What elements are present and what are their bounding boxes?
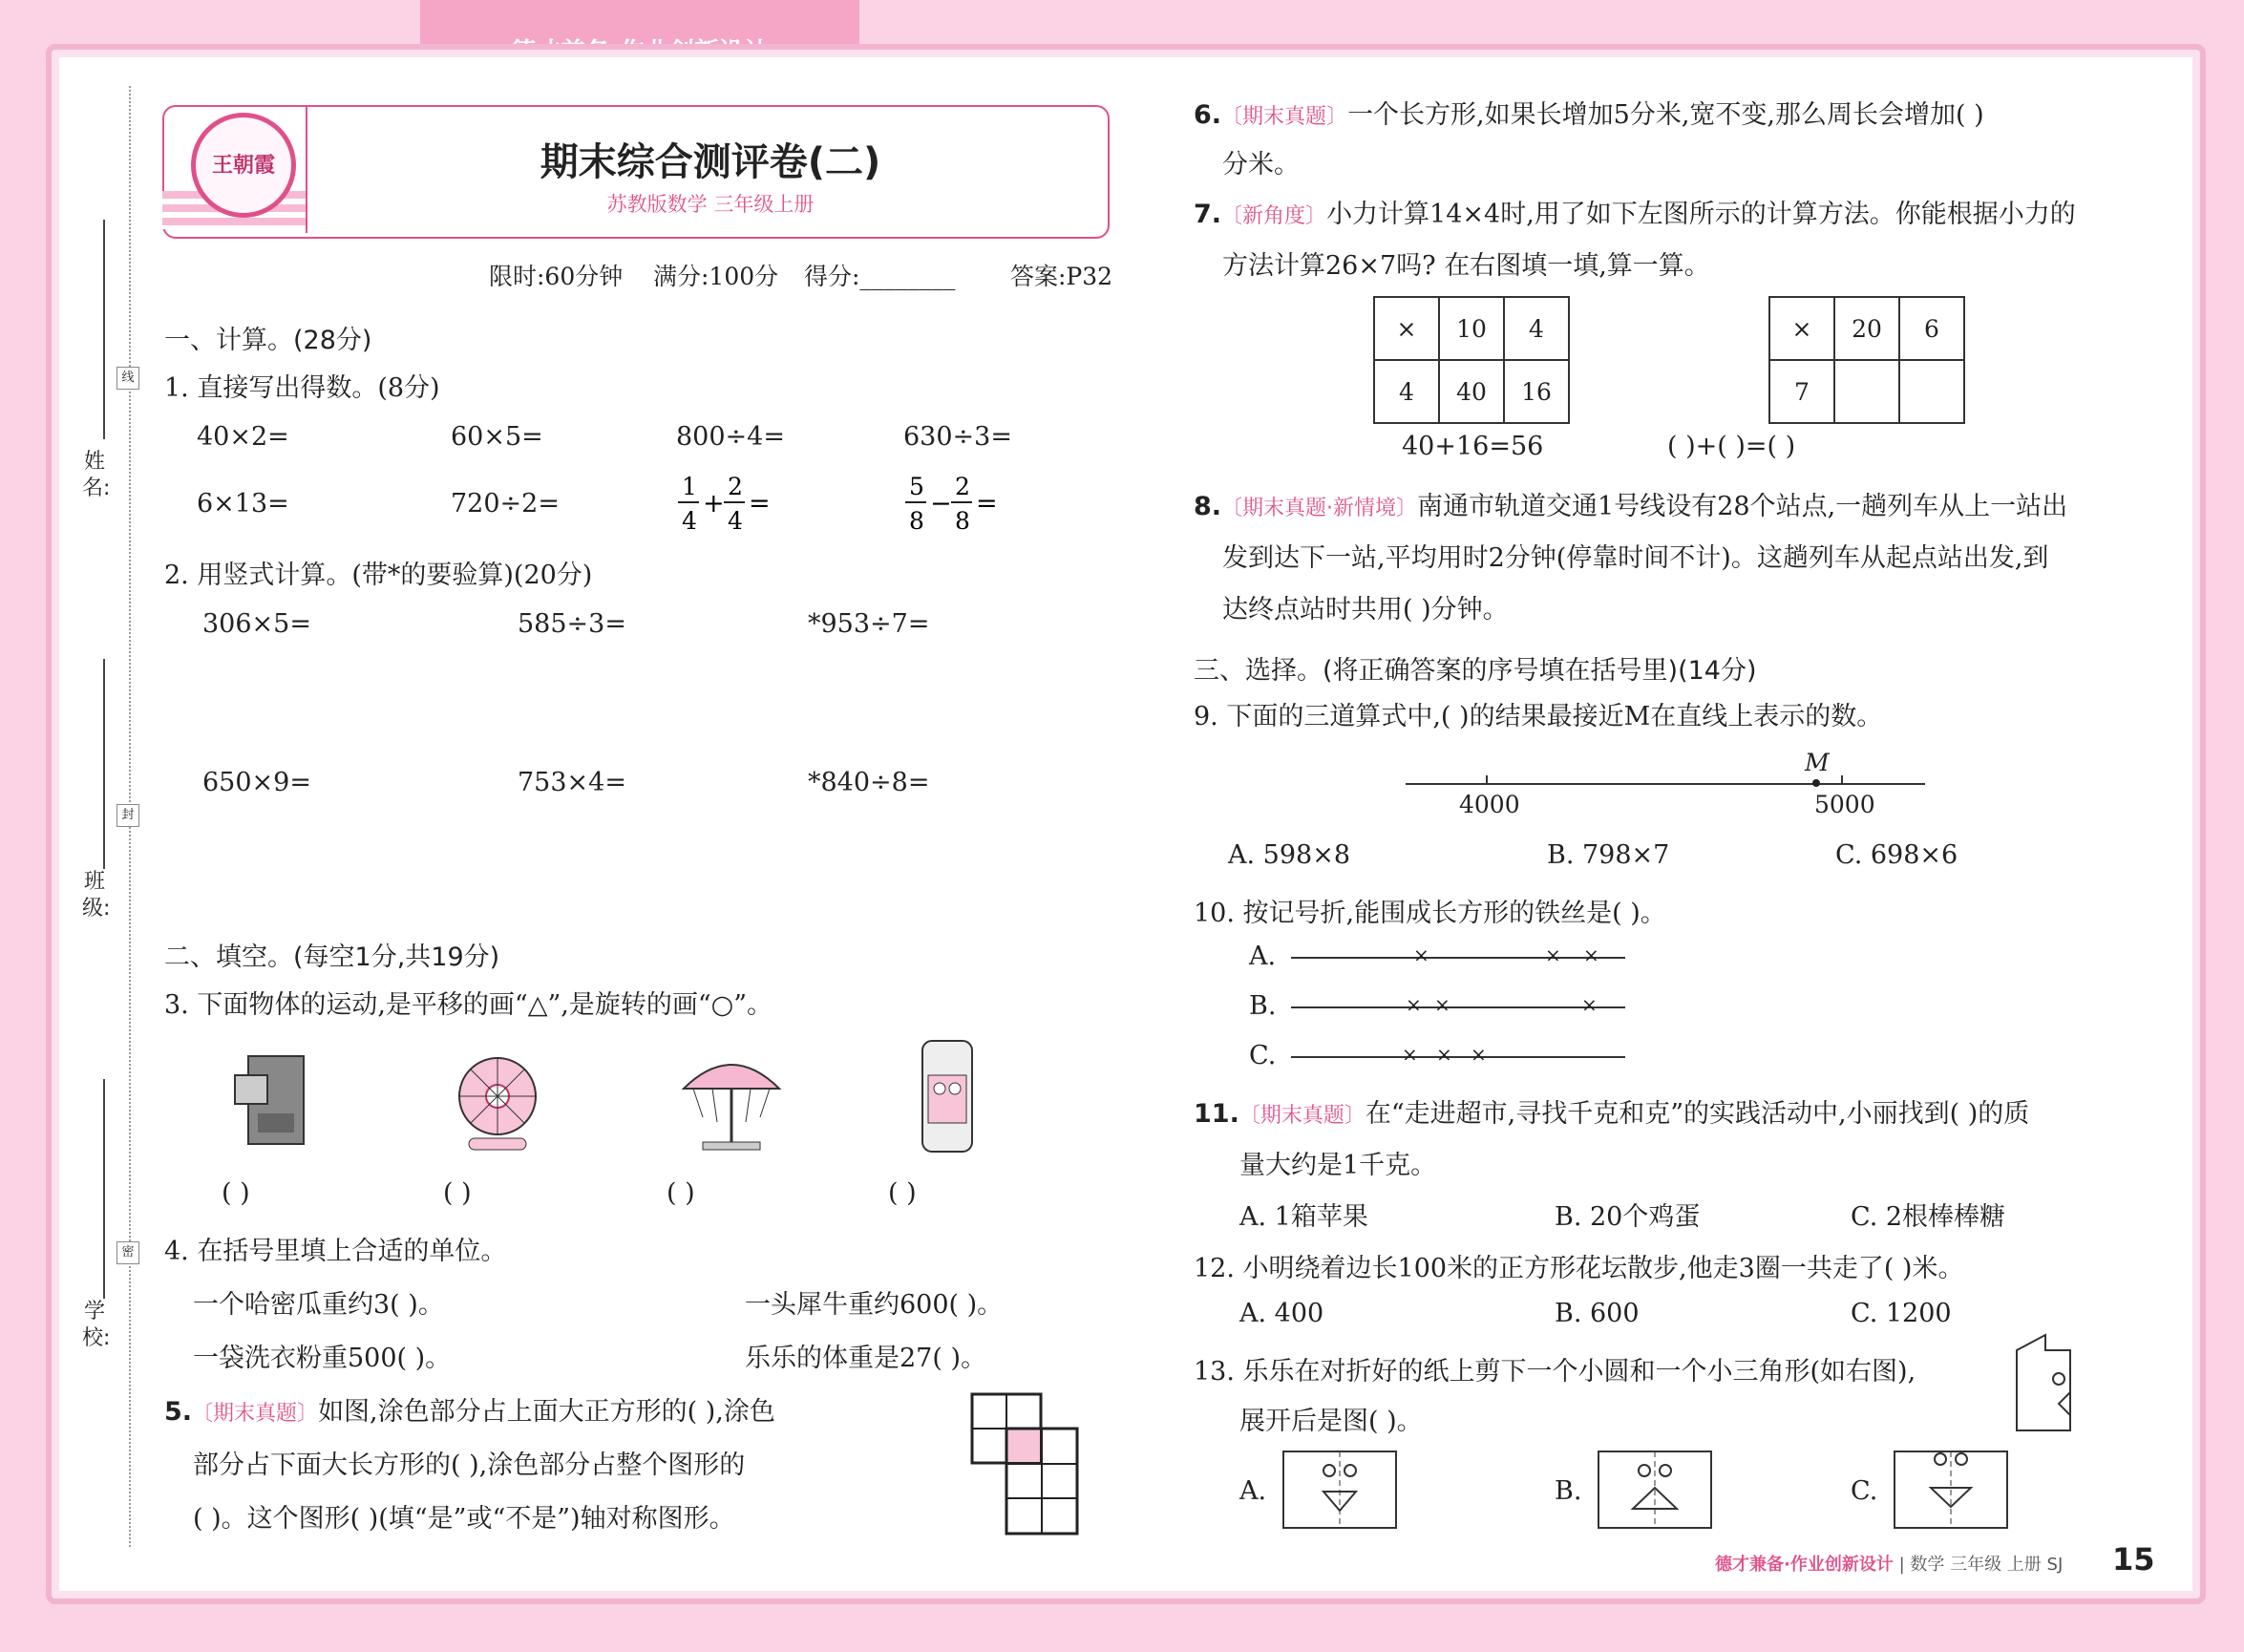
q11-option-b[interactable]: B. 20个鸡蛋: [1555, 1202, 1701, 1232]
q8-tag: 〔期末真题·新情境〕: [1221, 497, 1418, 520]
q4-item: 乐乐的体重是27( )。: [745, 1344, 987, 1373]
section-3-heading: 三、选择。(将正确答案的序号填在括号里)(14分): [1194, 656, 1757, 686]
side-name-label: 姓 名:: [82, 450, 111, 500]
time-limit: 限时:60分钟: [489, 263, 624, 290]
q7-number: 7.: [1194, 200, 1222, 229]
atm-machine-image: [225, 1047, 321, 1152]
footer: [1715, 1551, 2063, 1576]
q13-figure-a: [1281, 1450, 1398, 1532]
elevator-image: [915, 1037, 982, 1155]
section-1-heading: 一、计算。(28分): [164, 326, 372, 355]
side-school-label: 学 校:: [82, 1300, 111, 1350]
q11-text-1: 在“走进超市,寻找千克和克”的实践活动中,小丽找到( )的质: [1365, 1099, 2030, 1129]
q2-item: 650×9=: [202, 768, 311, 797]
q1-item: 630÷3=: [903, 422, 1012, 452]
q2-item: 306×5=: [202, 609, 311, 639]
q11-option-a[interactable]: A. 1箱苹果: [1239, 1202, 1368, 1232]
q6-line-2: 分米。: [1222, 150, 1300, 180]
q9-label-4000: 4000: [1459, 791, 1520, 818]
q11-option-c[interactable]: C. 2根棒棒糖: [1851, 1202, 2006, 1232]
q8-line-3: 达终点站时共用( )分钟。: [1222, 595, 1509, 625]
school-line: [103, 1079, 105, 1299]
q12-option-c[interactable]: C. 1200: [1851, 1299, 1952, 1328]
q9-label-5000: 5000: [1814, 791, 1875, 818]
wire-b-mark: ×: [1581, 993, 1598, 1016]
q9-option-a[interactable]: A. 598×8: [1228, 840, 1350, 870]
q7-line-1: [1194, 193, 2076, 230]
seal-mark-seal: 封: [116, 804, 139, 827]
q8-text-1: 南通市轨道交通1号线设有28个站点,一趟列车从上一站出: [1417, 492, 2068, 521]
q7-line-2: 方法计算26×7吗? 在右图填一填,算一算。: [1222, 251, 1710, 281]
q1-item: 6×13=: [197, 489, 289, 519]
q5-grid-figure: [970, 1392, 1081, 1539]
fraction-sum-1: [674, 468, 779, 537]
section-2-heading: 二、填空。(每空1分,共19分): [164, 942, 500, 972]
q1-item: 720÷2=: [451, 489, 560, 519]
wire-b: [1291, 1006, 1625, 1008]
logo-text: 王朝霞: [211, 153, 275, 178]
frac2-den-d: 8: [955, 507, 970, 535]
q5-tag: 〔期末真题〕: [192, 1402, 319, 1426]
q4-item: 一个哈密瓜重约3( )。: [193, 1290, 444, 1320]
footer-info: | 数学 三年级 上册 SJ: [1898, 1555, 2064, 1575]
q6-line-1: [1194, 94, 1984, 131]
q1-item: 60×5=: [451, 422, 543, 452]
wire-c-mark: ×: [1402, 1043, 1418, 1066]
page-subtitle: 苏教版数学 三年级上册: [606, 193, 815, 216]
q9-option-c[interactable]: C. 698×6: [1835, 840, 1958, 870]
frac1-op: +: [703, 489, 725, 519]
q2-item: 585÷3=: [518, 609, 626, 639]
footer-brand: 德才兼备·作业创新设计: [1715, 1555, 1894, 1575]
q13-option-c[interactable]: C.: [1851, 1476, 1878, 1506]
q4-item: 一袋洗衣粉重500( )。: [193, 1344, 452, 1373]
q7-tag: 〔新角度〕: [1221, 204, 1327, 228]
q7-equation-right[interactable]: ( )+( )=( ): [1667, 432, 1796, 461]
q2-item: *840÷8=: [808, 768, 930, 797]
frac1-den-d: 4: [728, 507, 743, 535]
q6-text-1: 一个长方形,如果长增加5分米,宽不变,那么周长会增加( ): [1347, 100, 1984, 130]
q13-line-2: 展开后是图( )。: [1239, 1407, 1423, 1436]
q5-text-1: 如图,涂色部分占上面大正方形的( ),涂色: [318, 1397, 775, 1427]
q9-text: 9. 下面的三道算式中,( )的结果最接近M在直线上表示的数。: [1194, 702, 1883, 731]
q13-option-b[interactable]: B.: [1555, 1476, 1582, 1506]
q9-number-line: [1406, 783, 1925, 785]
q9-tick-4000: [1486, 775, 1488, 783]
q7-right-cell: 6: [1899, 297, 1964, 360]
q7-left-cell: 4: [1504, 297, 1569, 360]
q12-text: 12. 小明绕着边长100米的正方形花坛散步,他走3圈一共走了( )米。: [1194, 1254, 1964, 1283]
q1-item: 40×2=: [197, 422, 289, 452]
wire-c-mark: ×: [1471, 1043, 1487, 1066]
frac1-den-b: 4: [682, 507, 697, 535]
q7-left-cell: ×: [1374, 297, 1439, 360]
seal-mark-secret: 密: [116, 1241, 139, 1264]
q7-equation-left: 40+16=56: [1402, 432, 1544, 461]
wire-a-mark: ×: [1545, 943, 1561, 966]
score-field: 得分:________: [804, 263, 956, 290]
q5-line-1: [164, 1390, 775, 1428]
prize-wheel-image: [445, 1050, 550, 1155]
class-line: [103, 659, 105, 869]
q7-left-cell: 4: [1374, 360, 1439, 423]
q5-number: 5.: [164, 1397, 193, 1427]
q13-figure-c: [1893, 1450, 2009, 1532]
side-class-label: 班 级:: [82, 870, 111, 921]
q1-text: 1. 直接写出得数。(8分): [164, 373, 440, 403]
q13-figure-b: [1597, 1450, 1713, 1532]
q12-option-b[interactable]: B. 600: [1555, 1299, 1640, 1328]
wire-a-mark: ×: [1413, 943, 1429, 966]
wire-c: [1291, 1056, 1625, 1058]
q6-tag: 〔期末真题〕: [1221, 105, 1348, 129]
q2-text: 2. 用竖式计算。(带*的要验算)(20分): [164, 561, 593, 590]
title-separator: [306, 107, 307, 233]
q3-blank[interactable]: ( ): [667, 1178, 695, 1208]
name-line: [103, 220, 105, 439]
carousel-image: [674, 1050, 789, 1152]
q3-blank[interactable]: ( ): [888, 1178, 917, 1208]
frac2-num-a: 5: [909, 473, 924, 500]
wire-c-mark: ×: [1436, 1043, 1452, 1066]
wire-a-mark: ×: [1583, 943, 1599, 966]
q10-option-c[interactable]: C.: [1249, 1041, 1277, 1070]
q12-option-a[interactable]: A. 400: [1239, 1299, 1324, 1328]
q7-left-table: [1373, 296, 1570, 424]
q3-blank[interactable]: ( ): [443, 1178, 472, 1208]
q7-right-table: [1768, 296, 1965, 424]
frac1-num-a: 1: [682, 473, 697, 500]
q10-option-a[interactable]: A.: [1249, 942, 1277, 971]
q9-option-b[interactable]: B. 798×7: [1547, 840, 1670, 870]
q7-right-cell[interactable]: [1834, 360, 1899, 423]
q1-item: 800÷4=: [676, 422, 785, 452]
q4-item: 一头犀牛重约600( )。: [745, 1290, 1004, 1320]
q11-number: 11.: [1194, 1099, 1239, 1129]
q13-line-1: 13. 乐乐在对折好的纸上剪下一个小圆和一个小三角形(如右图),: [1194, 1357, 1916, 1387]
q9-label-m: M: [1805, 749, 1830, 776]
seal-mark-line: 线: [116, 367, 139, 390]
q4-text: 4. 在括号里填上合适的单位。: [164, 1237, 507, 1266]
q3-blank[interactable]: ( ): [222, 1178, 250, 1208]
q7-right-cell: 20: [1834, 297, 1899, 360]
q8-number: 8.: [1194, 492, 1222, 521]
q6-number: 6.: [1194, 100, 1222, 130]
q3-text: 3. 下面物体的运动,是平移的画“△”,是旋转的画“○”。: [164, 990, 773, 1020]
page-number: 15: [2112, 1541, 2155, 1578]
fraction-diff-2: [901, 468, 1006, 537]
frac2-num-c: 2: [955, 473, 970, 500]
frac1-num-c: 2: [728, 473, 743, 500]
q11-line-1: [1194, 1092, 2029, 1130]
q2-item: 753×4=: [518, 768, 626, 797]
q8-line-2: 发到达下一站,平均用时2分钟(停靠时间不计)。这趟列车从起点站出发,到: [1222, 543, 2049, 573]
answer-ref: 答案:P32: [1010, 263, 1113, 290]
q7-right-cell: 7: [1769, 360, 1834, 423]
q2-item: *953÷7=: [808, 609, 930, 639]
q11-line-2: 量大约是1千克。: [1239, 1151, 1437, 1180]
frac1-eq: =: [749, 489, 771, 519]
frac2-op: −: [930, 489, 952, 519]
full-score: 满分:100分: [653, 263, 779, 290]
q7-right-cell[interactable]: [1899, 360, 1964, 423]
q13-folded-paper: [2011, 1331, 2080, 1436]
q10-option-b[interactable]: B.: [1249, 991, 1277, 1021]
wire-b-mark: ×: [1434, 993, 1450, 1016]
q7-left-cell: 10: [1439, 297, 1504, 360]
q7-text-1: 小力计算14×4时,用了如下左图所示的计算方法。你能根据小力的: [1326, 200, 2076, 229]
frac2-eq: =: [976, 489, 998, 519]
frac2-den-b: 8: [909, 507, 924, 535]
q10-text: 10. 按记号折,能围成长方形的铁丝是( )。: [1194, 899, 1666, 928]
q8-line-1: [1194, 485, 2067, 522]
page-title: 期末综合测评卷(二): [540, 140, 881, 184]
q11-tag: 〔期末真题〕: [1238, 1104, 1365, 1128]
wire-a: [1291, 957, 1625, 959]
q5-line-3: ( )。这个图形( )(填“是”或“不是”)轴对称图形。: [193, 1504, 735, 1534]
q7-left-cell: 40: [1439, 360, 1504, 423]
q5-line-2: 部分占下面大长方形的( ),涂色部分占整个图形的: [193, 1451, 746, 1480]
q7-right-cell: ×: [1769, 297, 1834, 360]
q7-left-cell: 16: [1504, 360, 1569, 423]
q9-tick-5000: [1841, 775, 1843, 783]
brand-logo: [191, 113, 296, 218]
q9-point-m: [1812, 779, 1820, 787]
wire-b-mark: ×: [1406, 993, 1422, 1016]
q13-option-a[interactable]: A.: [1239, 1476, 1267, 1506]
